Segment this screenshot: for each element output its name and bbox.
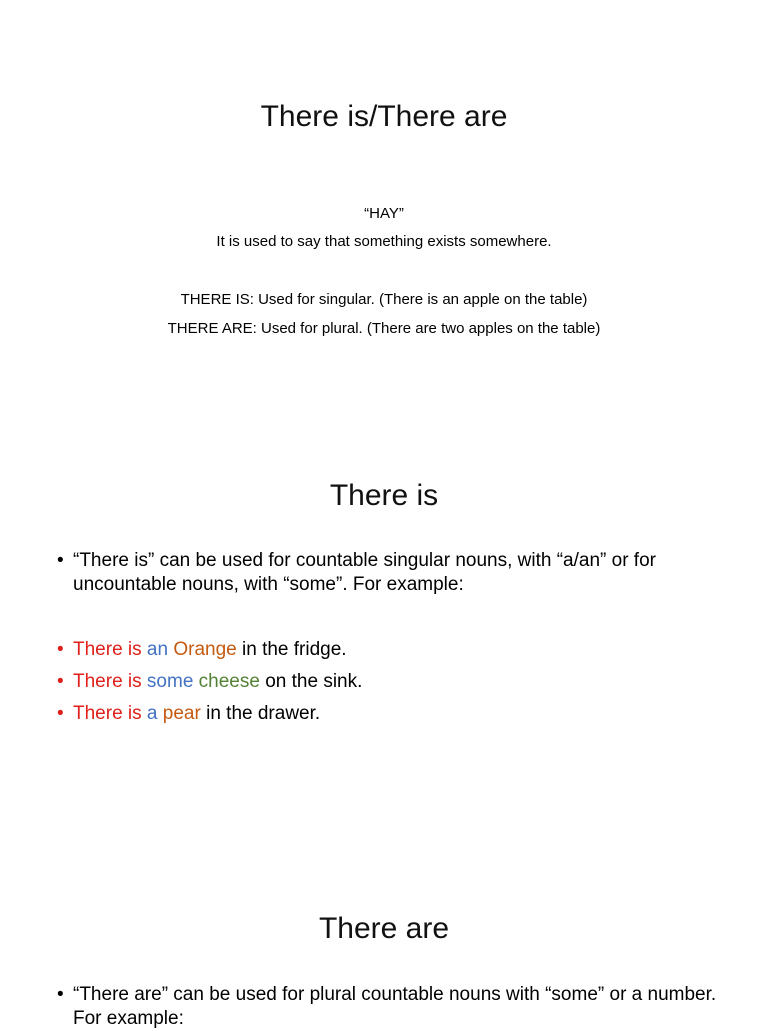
there-is-intro-text: “There is” can be used for countable singular nouns, with “a/an” or for uncountable nouns, with “some”. For example: [73, 550, 656, 595]
hay-label: “HAY” [364, 205, 404, 222]
example-rest: in the drawer. [206, 703, 321, 724]
bullet-icon: • [57, 984, 64, 1005]
example-article: some [146, 671, 194, 692]
bullet-icon: • [57, 550, 64, 571]
example-rest: in the fridge. [242, 639, 347, 660]
example-there-is: There is [73, 639, 142, 660]
example-row [57, 670, 717, 694]
example-row [57, 638, 717, 662]
there-are-intro-text: “There are” can be used for plural countable nouns with “some” or a number. For example: [73, 984, 717, 1029]
bullet-icon: • [57, 639, 64, 660]
example-article: an [146, 639, 169, 660]
there-is-intro-bullet [57, 549, 717, 597]
example-there-is: There is [73, 671, 142, 692]
example-there-is: There is [73, 703, 142, 724]
slide-1-title: There is/There are [260, 100, 508, 133]
slide-3-title: There are [318, 912, 450, 945]
example-rest: on the sink. [265, 671, 363, 692]
definition-text: It is used to say that something exists somewhere. [216, 233, 552, 250]
bullet-icon: • [57, 671, 64, 692]
example-row [57, 702, 717, 726]
example-noun: pear [162, 703, 201, 724]
there-is-rule: THERE IS: Used for singular. (There is an apple on the table) [180, 291, 588, 308]
bullet-icon: • [57, 703, 64, 724]
example-noun: cheese [198, 671, 260, 692]
example-article: a [146, 703, 158, 724]
slide-2-title: There is [329, 479, 439, 512]
example-noun: Orange [173, 639, 237, 660]
there-are-rule: THERE ARE: Used for plural. (There are two apples on the table) [167, 320, 601, 337]
